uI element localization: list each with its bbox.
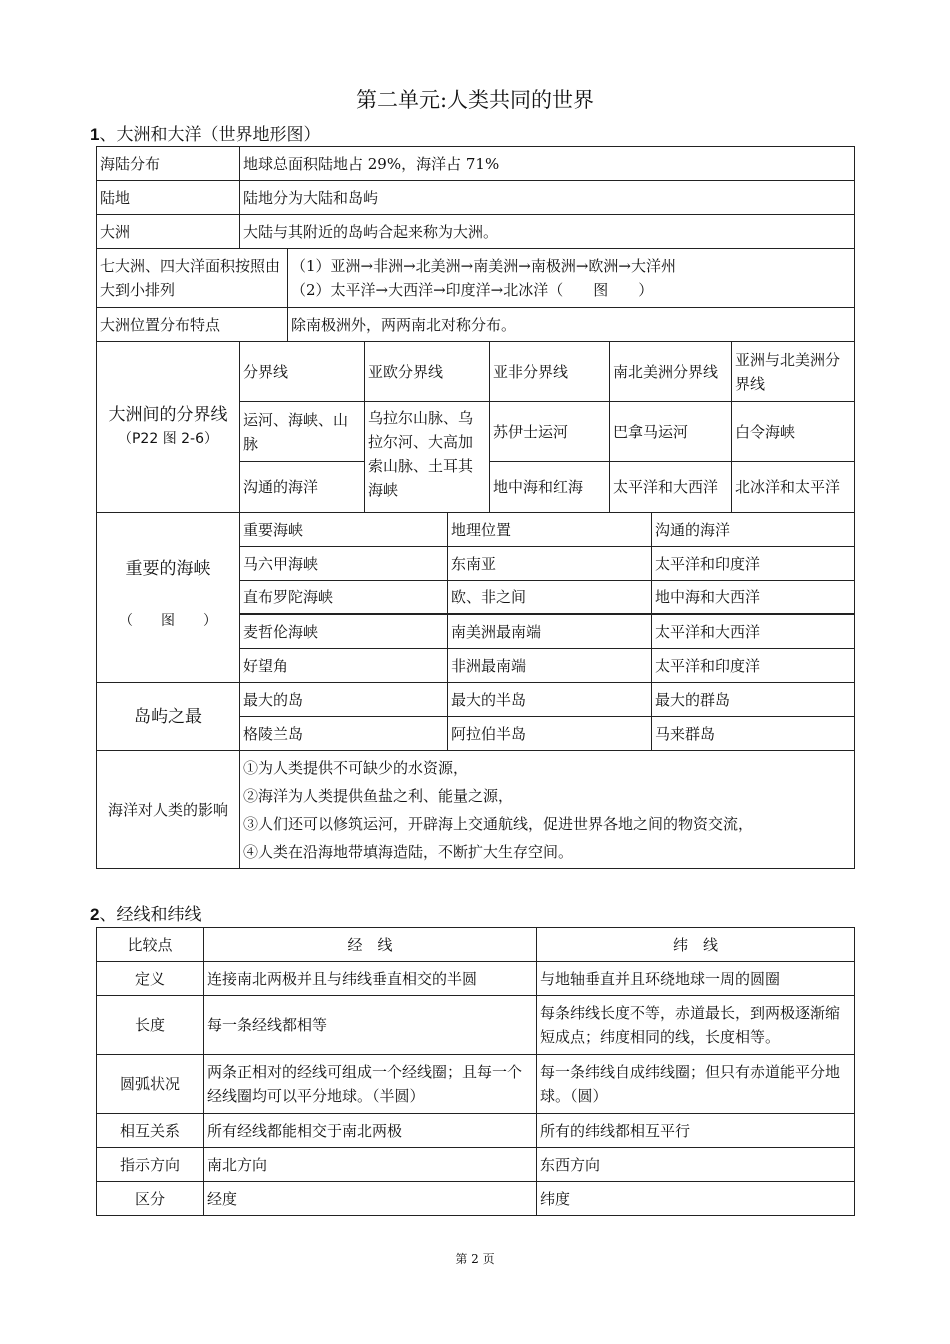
island-header: 最大的半岛: [448, 683, 652, 717]
asia-europe-boundary: 乌拉尔山脉、乌拉尔河、大高加索山脉、土耳其海峡: [365, 402, 490, 513]
asia-africa-boundary: 苏伊士运河: [490, 402, 610, 462]
section-1-heading: 1、大洲和大洋（世界地形图）: [90, 125, 321, 145]
compare-point: 指示方向: [97, 1148, 204, 1182]
strait-location: 欧、非之间: [448, 581, 652, 615]
compare-point: 圆弧状况: [97, 1055, 204, 1114]
compare-header: 纬 线: [537, 928, 854, 962]
boundary-type: 沟通的海洋: [240, 462, 365, 513]
strait-oceans: 太平洋和大西洋: [652, 615, 854, 649]
ocean-impact-title-cell: [97, 751, 240, 868]
ocean-impact-item: ④人类在沿海地带填海造陆，不断扩大生存空间。: [243, 842, 574, 861]
page-title: 第二单元:人类共同的世界: [355, 88, 595, 112]
compare-point: 区分: [97, 1182, 204, 1215]
strait-location: 东南亚: [448, 547, 652, 581]
boundary-header: 亚欧分界线: [365, 342, 490, 402]
boundaries-ref: （P22 图 2-6）: [117, 431, 219, 447]
row-label: 大洲: [97, 215, 240, 249]
row-value: 陆地分为大陆和岛屿: [240, 181, 854, 215]
parallel-value: 纬度: [540, 1189, 571, 1208]
parallel-value: 东西方向: [537, 1148, 854, 1182]
compare-point: 长度: [97, 996, 204, 1055]
boundary-header: 亚非分界线: [490, 342, 610, 402]
largest-peninsula: 阿拉伯半岛: [448, 717, 652, 751]
strait-name: 好望角: [240, 649, 448, 683]
parallel-value: 每一条纬线自成纬线圈；但只有赤道能平分地球。（圆）: [537, 1055, 854, 1114]
straits-title: 重要的海峡: [125, 559, 211, 579]
boundary-type: 运河、海峡、山脉: [240, 402, 365, 462]
strait-location: 南美洲最南端: [448, 615, 652, 649]
row-value: 大陆与其附近的岛屿合起来称为大洲。: [240, 215, 854, 249]
meridian-value: 连接南北两极并且与纬线垂直相交的半圆: [204, 962, 537, 996]
strait-header: 重要海峡: [240, 513, 448, 547]
continents-table: [96, 146, 855, 869]
ocean-impact-item: ②海洋为人类提供鱼盐之利、能量之源，: [243, 786, 514, 805]
ocean-impact-title: 海洋对人类的影响: [107, 800, 228, 819]
strait-name: 直布罗陀海峡: [240, 581, 448, 615]
strait-oceans: 太平洋和印度洋: [652, 649, 854, 683]
strait-oceans: 太平洋和印度洋: [652, 547, 854, 581]
continent-order: （1）亚洲→非洲→北美洲→南美洲→南极洲→欧洲→大洋州: [291, 257, 676, 275]
ocean-impact-item: ③人们还可以修筑运河，开辟海上交通航线，促进世界各地之间的物资交流，: [243, 814, 754, 833]
meridian-parallel-table: [96, 927, 855, 1216]
islands-title: 岛屿之最: [134, 706, 202, 727]
largest-archipelago: 马来群岛: [652, 717, 854, 751]
ocean-order: （2）太平洋→大西洋→印度洋→北冰洋（ 图 ）: [291, 281, 654, 299]
boundaries-title: 大洲间的分界线: [108, 405, 228, 425]
row-label: 大洲位置分布特点: [97, 308, 288, 342]
ocean-impact-list: [240, 751, 854, 868]
parallel-value: 所有的纬线都相互平行: [537, 1114, 854, 1148]
straits-figure-ref: （ 图 ）: [119, 613, 217, 629]
compare-header: 比较点: [97, 928, 204, 962]
section-2-heading: 2、经线和纬线: [90, 905, 202, 925]
compare-point: 定义: [97, 962, 204, 996]
compare-header: 经 线: [204, 928, 537, 962]
island-header: 最大的岛: [240, 683, 448, 717]
strait-header: 地理位置: [448, 513, 652, 547]
boundary-header: 分界线: [240, 342, 365, 402]
islands-title-cell: [97, 683, 240, 751]
boundary-header: 亚洲与北美洲分界线: [732, 342, 854, 402]
strait-name: 马六甲海峡: [240, 547, 448, 581]
row-value: 除南极洲外，两两南北对称分布。: [288, 308, 854, 342]
connected-ocean: 地中海和红海: [490, 462, 610, 513]
meridian-value: 南北方向: [204, 1148, 537, 1182]
row-label: 七大洲、四大洋面积按照由大到小排列: [97, 249, 288, 308]
connected-ocean: 太平洋和大西洋: [610, 462, 732, 513]
boundary-header: 南北美洲分界线: [610, 342, 732, 402]
ocean-impact-item: ①为人类提供不可缺少的水资源，: [243, 758, 469, 777]
row-label: 陆地: [97, 181, 240, 215]
largest-island: 格陵兰岛: [240, 717, 448, 751]
meridian-value: 每一条经线都相等: [204, 996, 537, 1055]
strait-header: 沟通的海洋: [652, 513, 854, 547]
strait-oceans: 地中海和大西洋: [652, 581, 854, 615]
strait-location: 非洲最南端: [448, 649, 652, 683]
meridian-value: 两条正相对的经线可组成一个经线圈；且每一个经线圈均可以平分地球。（半圆）: [204, 1055, 537, 1114]
straits-title-cell: [97, 513, 240, 683]
meridian-value: 经度: [204, 1182, 537, 1215]
compare-point: 相互关系: [97, 1114, 204, 1148]
parallel-value: 与地轴垂直并且环绕地球一周的圆圈: [537, 962, 854, 996]
row-label: 海陆分布: [97, 147, 240, 181]
meridian-value: 所有经线都能相交于南北两极: [204, 1114, 537, 1148]
area-order-value: [288, 249, 854, 308]
americas-boundary: 巴拿马运河: [610, 402, 732, 462]
strait-name: 麦哲伦海峡: [240, 615, 448, 649]
page-number: 第 2 页: [455, 1252, 495, 1266]
connected-ocean: 北冰洋和太平洋: [732, 462, 854, 513]
boundaries-title-cell: [97, 342, 240, 513]
parallel-value: 每条纬线长度不等，赤道最长，到两极逐渐缩短成点；纬度相同的线，长度相等。: [537, 996, 854, 1055]
row-value: 地球总面积陆地占 29%，海洋占 71%: [240, 147, 854, 181]
asia-namerica-boundary: 白令海峡: [732, 402, 854, 462]
island-header: 最大的群岛: [652, 683, 854, 717]
